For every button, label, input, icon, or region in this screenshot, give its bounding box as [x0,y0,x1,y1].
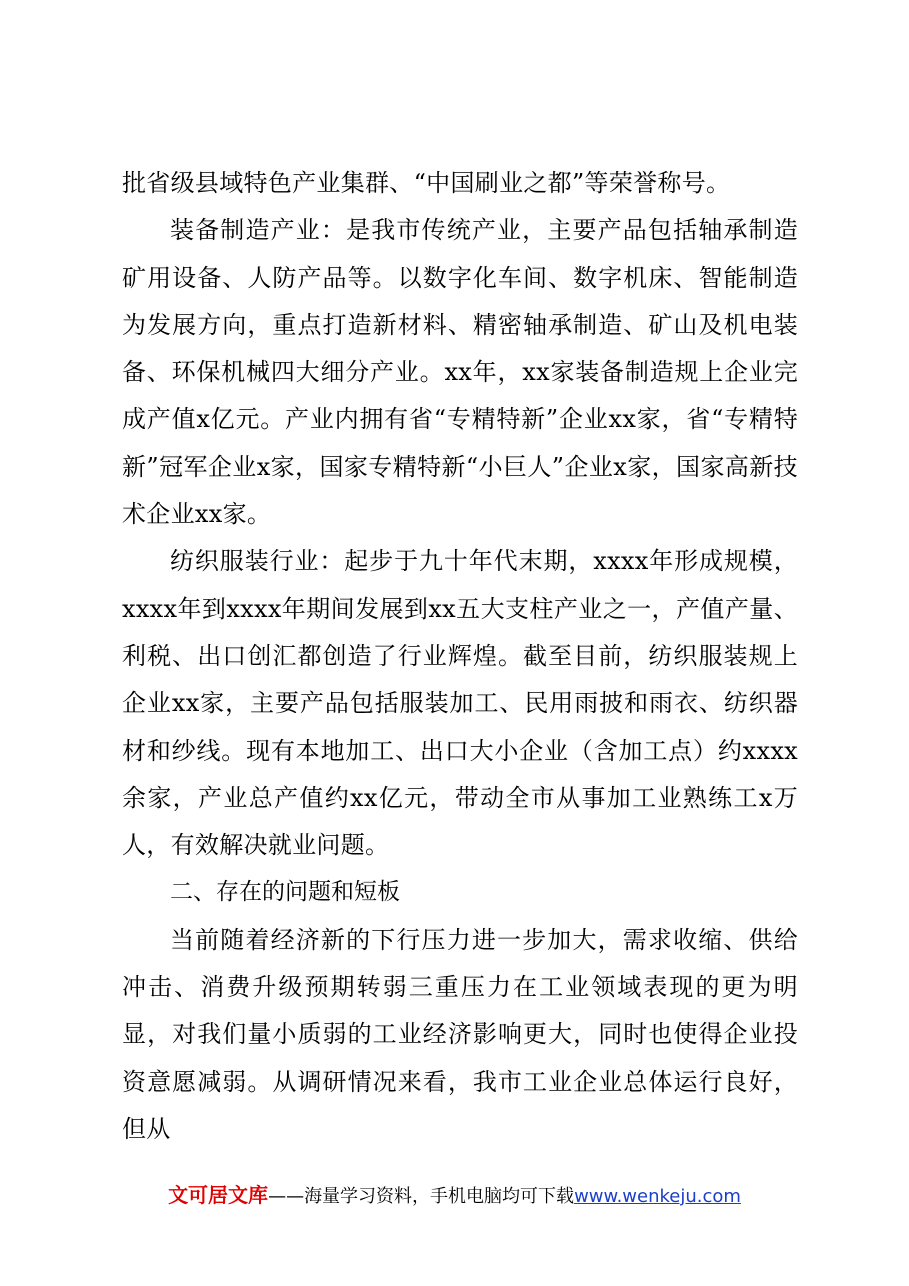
paragraph-textile-apparel: 纺织服装行业：起步于九十年代末期，xxxx年形成规模，xxxx年到xxxx年期间发展到xx五大支柱产业之一，产值产量、利税、出口创汇都创造了行业辉煌。截至目前，纺织服装规上企业xx家，主要产品包括服装加工、民用雨披和雨衣、纺织器材和纱线。现有本地加工、出口大小企业（含加工点）约xxxx余家，产业总产值约xx亿元，带动全市从事加工业熟练工x万人，有效解决就业问题。 [122,547,798,860]
footer-tagline: ——海量学习资料，手机电脑均可下载 [268,1186,575,1207]
footer-site-link[interactable]: www.wenkeju.com [574,1186,741,1207]
section-heading-problems: 二、存在的问题和短板 [170,879,400,906]
paragraph-continuation: 批省级县域特色产业集群、“中国刷业之都”等荣誉称号。 [122,169,731,197]
footer-brand: 文可居文库 [168,1183,269,1207]
footer-banner [0,1180,909,1212]
paragraph-problems-intro: 当前随着经济新的下行压力进一步加大，需求收缩、供给冲击、消费升级预期转弱三重压力在工业领域表现的更为明显，对我们量小质弱的工业经济影响更大，同时也使得企业投资意愿减弱。从调研情况来看，我市工业企业总体运行良好，但从 [122,925,798,1143]
paragraph-equipment-manufacturing: 装备制造产业：是我市传统产业，主要产品包括轴承制造矿用设备、人防产品等。以数字化车间、数字机床、智能制造为发展方向，重点打造新材料、精密轴承制造、矿山及机电装备、环保机械四大细分产业。xx年，xx家装备制造规上企业完成产值x亿元。产业内拥有省“专精特新”企业xx家，省“专精特新”冠军企业x家，国家专精特新“小巨人”企业x家，国家高新技术企业xx家。 [122,216,798,529]
document-body [122,160,798,1153]
